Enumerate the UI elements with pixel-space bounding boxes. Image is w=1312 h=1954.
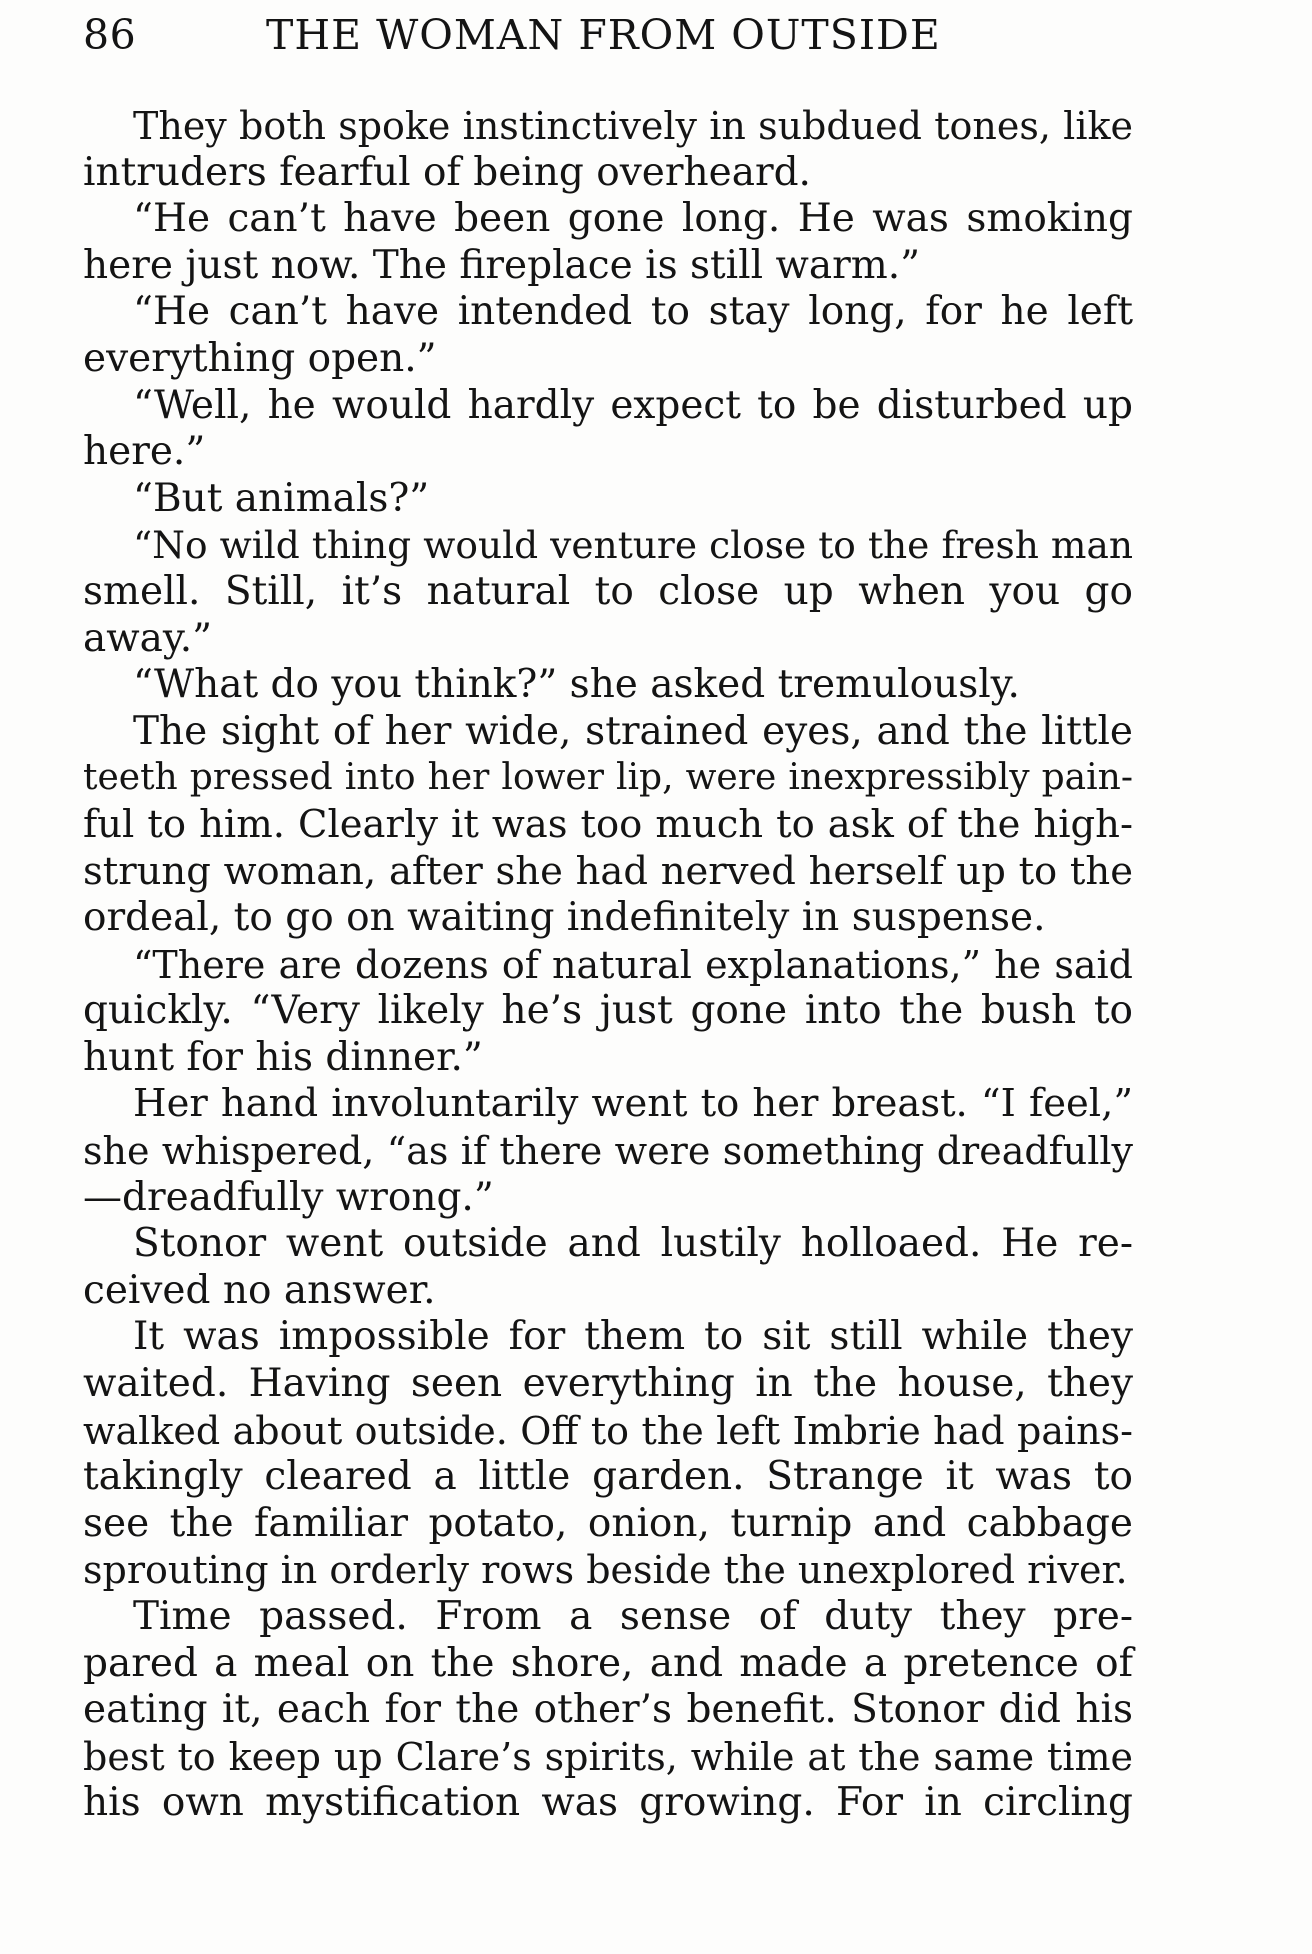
- running-title: THE WOMAN FROM OUTSIDE: [266, 11, 941, 59]
- running-head: [83, 10, 1133, 60]
- body-text: [83, 103, 1133, 1827]
- text-line: see the familiar potato, onion, turnip and cabbage: [83, 1500, 1133, 1546]
- text-line: ceived no answer.: [83, 1267, 436, 1313]
- text-line: his own mystification was growing. For in circling: [83, 1780, 1133, 1826]
- text-line: ful to him. Clearly it was too much to ask of the high-: [83, 801, 1133, 847]
- text-line: “There are dozens of natural explanations,” he said: [133, 942, 1133, 987]
- text-line: eating it, each for the other’s benefit. Stonor did his: [83, 1687, 1133, 1733]
- text-line: Her hand involuntarily went to her breast. “I feel,”: [133, 1081, 1133, 1127]
- text-line: waited. Having seen everything in the house, they: [83, 1361, 1133, 1407]
- text-line: sprouting in orderly rows beside the unexplored river.: [83, 1548, 1128, 1593]
- text-line: takingly cleared a little garden. Strange it was to: [83, 1454, 1133, 1500]
- text-line: here just now. The fireplace is still warm.”: [83, 242, 921, 288]
- text-line: “No wild thing would venture close to the fresh man: [133, 523, 1133, 568]
- text-line: strung woman, after she had nerved herself up to the: [83, 848, 1133, 894]
- text-line: walked about outside. Off to the left Imbrie had pains-: [83, 1408, 1133, 1453]
- text-line: The sight of her wide, strained eyes, and the little: [133, 708, 1133, 754]
- text-line: “He can’t have been gone long. He was smoking: [133, 196, 1133, 242]
- text-line: “He can’t have intended to stay long, for he left: [133, 289, 1133, 335]
- text-line: Time passed. From a sense of duty they pre-: [133, 1594, 1133, 1639]
- text-line: quickly. “Very likely he’s just gone into the bush to: [83, 988, 1133, 1034]
- text-line: smell. Still, it’s natural to close up when you go: [83, 568, 1133, 614]
- text-line: pared a meal on the shore, and made a pretence of: [83, 1640, 1133, 1686]
- text-line: “What do you think?” she asked tremulously.: [133, 662, 1020, 708]
- text-line: away.”: [83, 615, 213, 661]
- text-line: —dreadfully wrong.”: [83, 1174, 494, 1220]
- text-line: here.”: [83, 429, 206, 475]
- text-line: hunt for his dinner.”: [83, 1034, 483, 1080]
- text-line: It was impossible for them to sit still while they: [133, 1314, 1133, 1360]
- text-line: intruders fearful of being overheard.: [83, 149, 811, 195]
- text-line: ordeal, to go on waiting indefinitely in suspense.: [83, 895, 1046, 941]
- text-line: “Well, he would hardly expect to be disturbed up: [133, 382, 1133, 428]
- text-line: everything open.”: [83, 335, 437, 381]
- text-line: teeth pressed into her lower lip, were inexpressibly pain-: [83, 757, 1133, 799]
- text-line: best to keep up Clare’s spirits, while at the same time: [83, 1734, 1133, 1779]
- page-number: 86: [83, 11, 137, 59]
- text-line: Stonor went outside and lustily holloaed. He re-: [133, 1221, 1133, 1267]
- text-line: she whispered, “as if there were something dreadfully: [83, 1129, 1133, 1174]
- text-line: “But animals?”: [133, 475, 430, 521]
- text-line: They both spoke instinctively in subdued tones, like: [133, 104, 1133, 148]
